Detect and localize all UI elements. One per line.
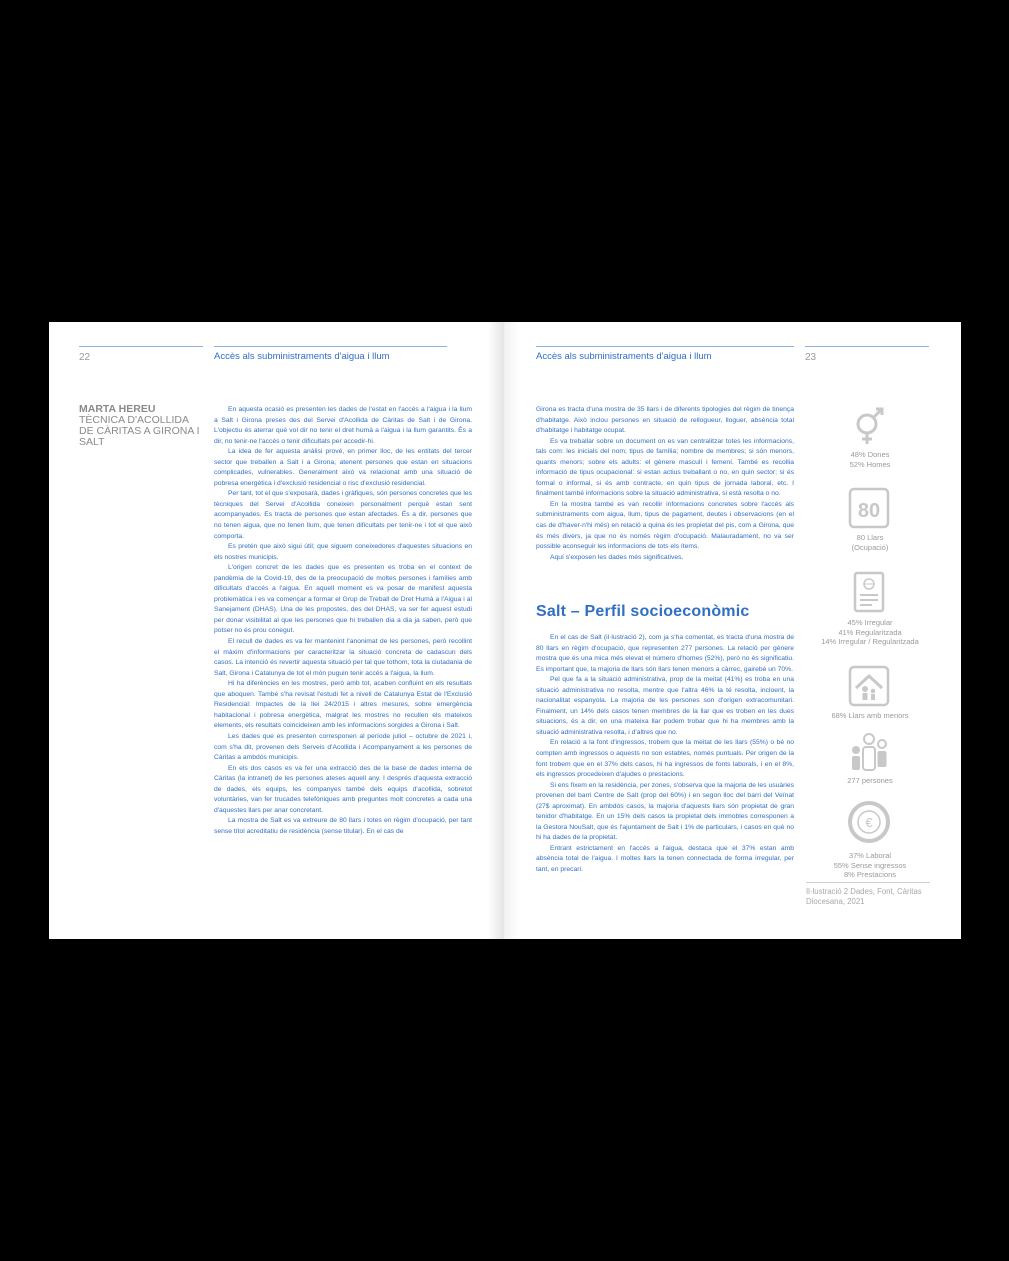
body-paragraph: Les dades que es presenten corresponen al període juliol – octubre de 2021 i, com s'ha dit, provenen dels Serveis d'Acollida i Acompanyament a les persones de Càritas a ambdós municipis.: [214, 732, 472, 762]
section-title: Salt – Perfil socioeconòmic: [536, 603, 750, 620]
page-number: 22: [79, 352, 91, 363]
stat-minors: [805, 711, 935, 721]
house-count-icon-text: 80: [857, 500, 881, 522]
stat-income: [805, 851, 935, 880]
passport-icon: [847, 570, 891, 614]
stat-line: 41% Regularitzada: [838, 627, 902, 637]
stat-line: 45% Irregular: [847, 618, 893, 627]
stat-people: [805, 776, 935, 786]
page-number-rule: [805, 346, 929, 347]
body-paragraph: El recull de dades es va fer mantenint l'anonimat de les persones, però recollint el màxim d'informacions per caracteritzar la situació concreta de cadascun dels casos. La intenció és revertir aquesta situació per tal que tothom, tota la ciutadania de Salt, Girona i Catalunya de tot el món puguin tenir accés a l'aigua, la llum.: [214, 638, 472, 677]
body-paragraph: L'origen concret de les dades que es presenten es troba en el context de pandèmia de la Covid-19, des de la preocupació de moltes persones i famílies amb dificultats d'accés a l'aigua. En aquell moment es va posar de manifest aquesta problemàtica i es va començar a formar el Grup de Treball de Dret Humà a l'Aigua i al Sanejament (DHAS). Una de les propostes, des del DHAS, va ser fer aquest estudi per donar visibilitat al que les persones que hi treballen dia a dia ja saben, però que potser no és prou conegut.: [214, 564, 472, 635]
stat-line: 8% Prestacions: [843, 870, 897, 879]
author-block: [79, 404, 204, 448]
body-paragraph: Girona es tracta d'una mostra de 35 llars i de diferents tipologies del règim de tinença d'habitatge. Això inclou persones en situació de rellogueur, lloguer, absència total d'habitatge i habitatge ocupat.: [536, 406, 794, 435]
body-paragraph: Hi ha diferències en les mostres, però amb tot, acaben confluint en els resultats que aboquen. També s'ha revisat l'estudi fet a nivell de Catalunya Estat de l'Exclusió Residencial: Impactes de la llei 24/2015 i altres mesures, sobre emergència habitacional i pobresa energètica, malgrat les mostres no recullen els mateixos elements, els resultats coincideixen amb les informacions sorgides a Girona i Salt.: [214, 680, 472, 730]
stat-admin: [805, 618, 935, 647]
page-number-rule: [79, 346, 203, 347]
body-text-column-bottom: [536, 633, 794, 876]
author-name: MARTA HEREU: [79, 403, 156, 415]
body-paragraph: En el cas de Salt (il·lustració 2), com ja s'ha comentat, es tracta d'una mostra de 80 llars en règim d'ocupació, que representen 277 persones. La relació per gènere mostra que és una mica més elevat el número d'homes (52%), però no és significatiu. Es important que, la majoria de llars són llars tenen menors a càrrec, gairebé un 70%.: [536, 634, 794, 673]
body-paragraph: La mostra de Salt es va extreure de 80 llars i totes en règim d'ocupació, per tant sense títol acreditatiu de residència (sense titular). En el cas de: [214, 817, 472, 835]
running-head-rule: [536, 346, 794, 347]
stat-line: 277 persones: [847, 776, 893, 785]
stat-line: 68% Llars amb menors: [831, 711, 909, 720]
body-paragraph: La idea de fer aquesta anàlisi prové, en primer lloc, de les entitats del tercer sector que treballen a Salt i a Girona, atenent persones que estan en situacions complicades, vulnerables. Generalment això va relacionat amb una situació de pobresa energètica i d'exclusió residencial o risc d'exclusió residencial.: [214, 448, 472, 487]
body-paragraph: En la mostra també es van recollir informacions concretes sobre l'accés als subministraments com aigua, llum, tipus de pagament, deutes i observacions (en el cas de d'haver-n'hi més) en relació a quina és les propietat del pis, com a Girona, que és més divers, ja que no és només règim d'ocupació. Malauradament, no va ser possible aconseguir les informacions de tots els ítems.: [536, 500, 794, 551]
house-count-icon: [847, 486, 891, 530]
stat-line: 48% Dones: [850, 450, 890, 459]
page-number: 23: [805, 352, 817, 363]
caption-rule: [806, 882, 930, 883]
body-paragraph: En aquesta ocasió es presenten les dades de l'estat en l'accés a l'aigua i la llum a Salt i Girona preses des del Servei d'Acollida de Càritas de Salt i de Girona. L'objectiu és aterrar què vol dir no tenir el dret humà a l'aigua i la llum garantits. És a dir, no tenir-ne l'accés o tenir dificultats per accedir-hi.: [214, 406, 472, 445]
author-role: TÈCNICA D'ACOLLIDA DE CÀRITAS A GIRONA I SALT: [79, 414, 200, 448]
body-paragraph: En relació a la font d'ingressos, trobem que la meitat de les llars (55%) o bé no compten amb ingressos o aquests no son estables, només puntuals. Per origen de la font trobem que en el 37% dels casos, hi ha ingressos de fonts laborals, i en el 8%, els ingressos procedeixen d'ajudes o prestacions.: [536, 739, 794, 779]
left-page: [49, 322, 504, 939]
running-head-rule: [214, 346, 447, 347]
figure-caption: Il·lustració 2 Dades, Font, Càritas Diocesana, 2021: [806, 887, 922, 906]
body-paragraph: Pel que fa a la situació administrativa, prop de la meitat (41%) es troba en una situació administrativa no resolta, mentre que l'altra 46% la té resolta, incloent, la nacionalitat espanyola. La majoria de les persones son d'origen extracomunitari. Finalment, un 14% dels casos tenen membres de la llar que es troben en les dues situacions, és a dir, en una mateixa llar podem trobar que hi ha membres amb la situació administrativa resolta, i d'altres que no.: [536, 676, 794, 736]
body-text-column: [214, 405, 472, 837]
body-paragraph: Si ens fixem en la residència, per zones, s'observa que la majoria de les usuàries provenen del barri Centre de Salt (prop del 60%) i en segon lloc del barri del Veïnat (27$ aproximat). En ambdós casos, la majoria d'aquests llars són propietat de gran tenidor d'habitatge. En un 15% dels casos la propietat dels immobles corresponen a la Gestora NouSalt, que és l'ajuntament de Salt i 1% de particulars, i casos en què no hi ha dades de la propietat.: [536, 781, 794, 842]
stat-line: (Ocupació): [851, 542, 889, 552]
body-paragraph: Aquí s'exposen les dades més significatives.: [550, 553, 684, 561]
stat-households: [805, 533, 935, 552]
stat-gender: [805, 450, 935, 469]
right-page: [504, 322, 961, 939]
stat-line: 37% Laboral: [848, 851, 892, 860]
stat-line: 80 Llars: [856, 533, 884, 542]
people-icon: [847, 730, 891, 774]
svg-text:€: €: [865, 815, 873, 830]
body-paragraph: Entrant estrictament en l'accés a l'aigua, destaca que el 37% estan amb absència total de l'aigua. I moltes llars la tenen connectada de forma irregular, per tant, en precari.: [536, 844, 794, 874]
body-paragraph: En els dos casos es va fer una extracció des de la base de dades interna de Càritas (la intranet) de les persones ateses aquell any. I després d'aquesta extracció de dades, els equips, les companyes també dels equips d'acollida, sobretot voluntàries, van fer trucades telefòniques amb preguntes molt concretes a cada una d'aquestes llars per anar concretant.: [214, 764, 472, 814]
house-family-icon: [847, 664, 891, 708]
stat-line: 14% Irregular / Regularitzada: [821, 637, 919, 646]
stat-line: 52% Homes: [849, 459, 891, 469]
body-paragraph: Es va treballar sobre un document on es van centralitzar totes les informacions, tals com: les inicials del nom; tipus de família; nombre de membres; si són menors, quants menors; sobre els adults: el gènere masculí i femení. També es recollia informació de tipus ocupacional: si estan actius treballant o no, en quin sector; si és formal o informal, si és amb contracte, en quin tipus de jornada laboral, etc. I finalment també informacions sobre la situació administrativa, si està resolta o no.: [536, 437, 794, 498]
running-head: Accès als subministraments d'aigua i llum: [536, 351, 712, 362]
body-paragraph: Es pretén que això sigui útil; que siguem coneixedores d'aquestes situacions en els nostres municipis.: [214, 543, 472, 561]
gender-symbol-icon: [847, 404, 891, 448]
running-head: Accès als subministraments d'aigua i llum: [214, 351, 390, 362]
body-text-column-top: [536, 405, 794, 563]
stat-line: 55% Sense ingressos: [833, 860, 907, 870]
body-paragraph: Per tant, tot el que s'exposarà, dades i gràfiques, són persones concretes que les tècniques del Servei d'Acollida coneixen personalment perquè estan sent acompanyades. Es tracta de persones que estan afectades. És a dir, persones que no tenen aigua, que no tenen llum, que tenen dificultats per tenir-ne i tot el que això comporta.: [214, 490, 472, 540]
euro-pie-icon: [847, 800, 891, 844]
